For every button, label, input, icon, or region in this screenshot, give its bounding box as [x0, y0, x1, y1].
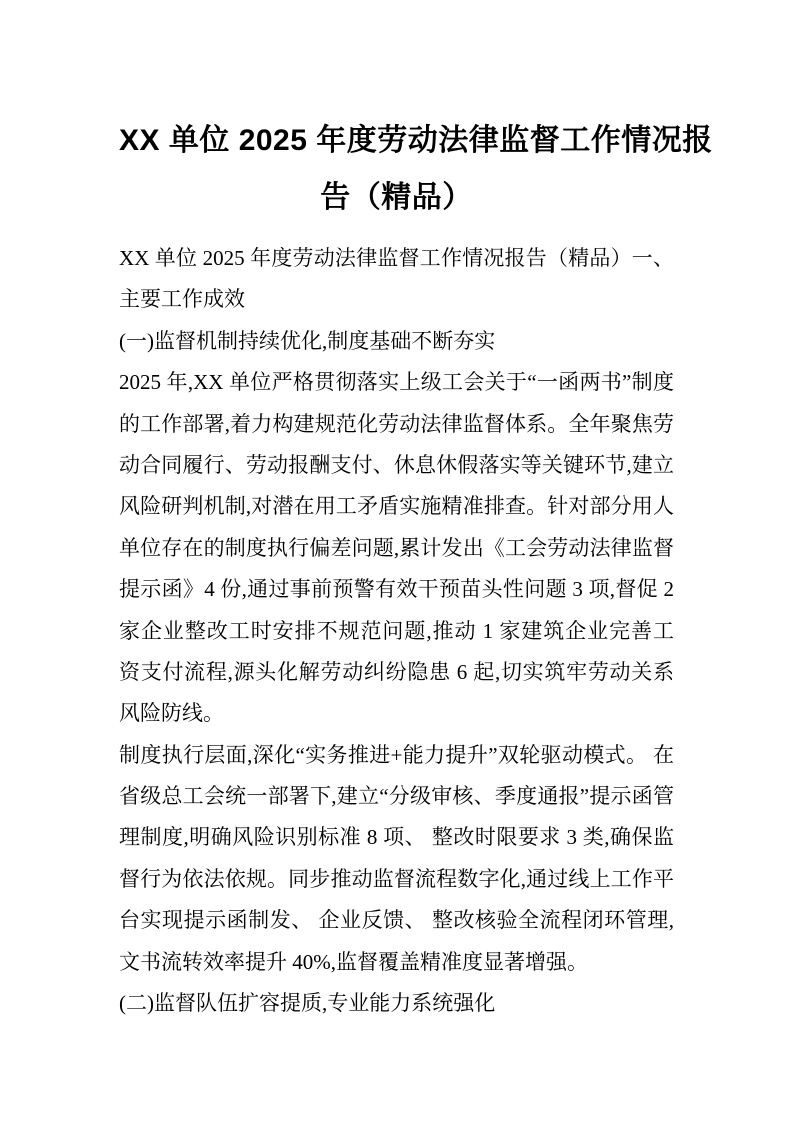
- text-line: (二)监督队伍扩容提质,专业能力系统强化: [119, 991, 496, 1016]
- paragraph-section-2: [119, 735, 674, 983]
- title-line: 告（精品）: [320, 181, 473, 214]
- text-line: (一)监督机制持续优化,制度基础不断夯实: [119, 328, 496, 353]
- text-line: 动合同履行、劳动报酬支付、休息休假落实等关键环节,建立: [119, 452, 674, 477]
- document-content: [119, 0, 713, 1024]
- title-line: XX 单位 2025 年度劳动法律监督工作情况报: [119, 124, 713, 157]
- document-body: [119, 238, 674, 1024]
- text-line: 制度执行层面,深化“实务推进+能力提升”双轮驱动模式。 在: [119, 742, 674, 767]
- text-line: 风险研判机制,对潜在用工矛盾实施精准排查。针对部分用人: [119, 494, 674, 519]
- text-line: 资支付流程,源头化解劳动纠纷隐患 6 起,切实筑牢劳动关系: [119, 659, 674, 684]
- document-title: [119, 112, 713, 226]
- text-line: 省级总工会统一部署下,建立“分级审核、季度通报”提示函管: [119, 784, 674, 809]
- text-line: 家企业整改工时安排不规范问题,推动 1 家建筑企业完善工: [119, 618, 674, 643]
- paragraph-heading-1: [119, 321, 674, 362]
- text-line: 风险防线。: [119, 701, 224, 726]
- text-line: 理制度,明确风险识别标准 8 项、 整改时限要求 3 类,确保监: [119, 825, 674, 850]
- text-line: 提示函》4 份,通过事前预警有效干预苗头性问题 3 项,督促 2: [119, 577, 674, 602]
- text-line: 的工作部署,着力构建规范化劳动法律监督体系。全年聚焦劳: [119, 411, 674, 436]
- text-line: 督行为依法依规。同步推动监督流程数字化,通过线上工作平: [119, 866, 674, 891]
- paragraph-section-1: [119, 362, 674, 735]
- text-line: 2025 年,XX 单位严格贯彻落实上级工会关于“一函两书”制度: [119, 370, 674, 395]
- paragraph-intro: [119, 238, 674, 321]
- paragraph-heading-2: [119, 983, 674, 1024]
- text-line: XX 单位 2025 年度劳动法律监督工作情况报告（精品）一、: [119, 246, 674, 270]
- text-line: 主要工作成效: [119, 287, 245, 312]
- text-line: 单位存在的制度执行偏差问题,累计发出《工会劳动法律监督: [119, 535, 674, 560]
- text-line: 文书流转效率提升 40%,监督覆盖精准度显著增强。: [119, 949, 588, 974]
- text-line: 台实现提示函制发、 企业反馈、 整改核验全流程闭环管理,: [119, 908, 674, 933]
